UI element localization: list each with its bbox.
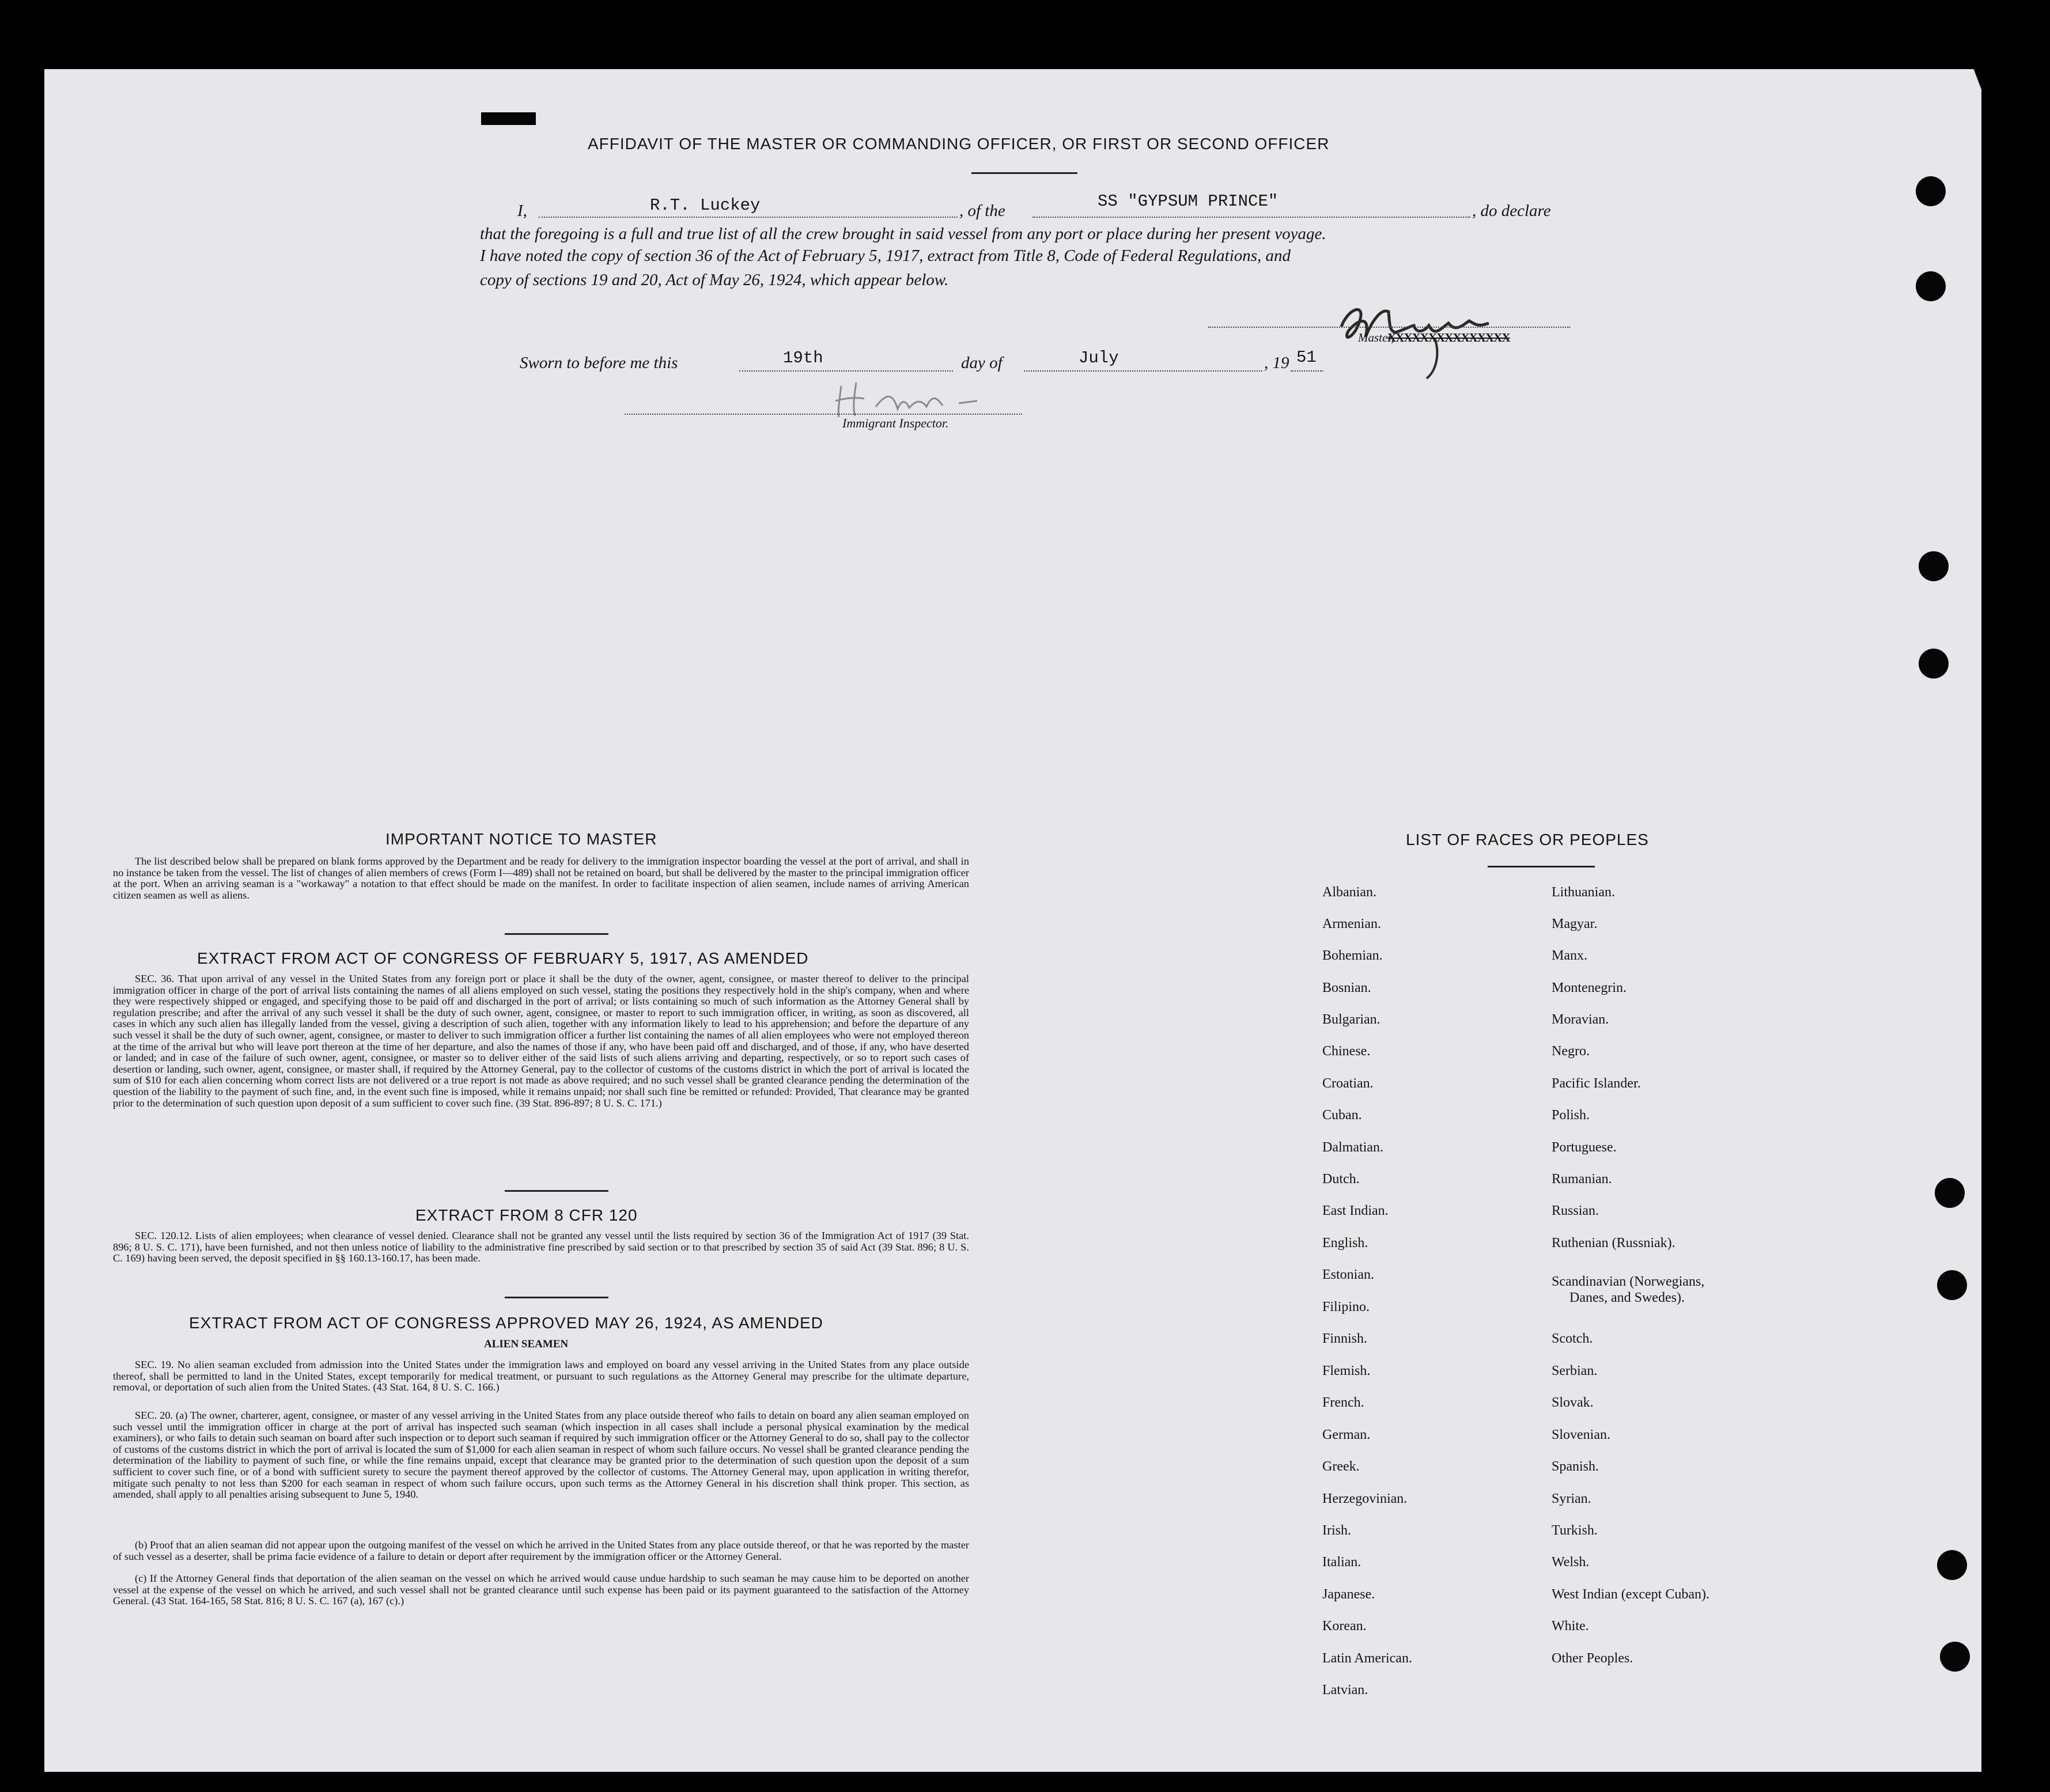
- race-right-item: Lithuanian.: [1552, 885, 1615, 900]
- race-left-item: East Indian.: [1322, 1203, 1389, 1218]
- extract-1924-title: EXTRACT FROM ACT OF CONGRESS APPROVED MAY 26, 1924, AS AMENDED: [189, 1314, 823, 1332]
- race-right-item: Pacific Islander.: [1552, 1076, 1641, 1091]
- races-divider: [1488, 866, 1595, 867]
- punch-hole-icon: [1916, 271, 1946, 301]
- race-left-item: Croatian.: [1322, 1076, 1374, 1091]
- cfr-text: SEC. 120.12. Lists of alien employees; when clearance of vessel denied. Clearance shall not be granted any vessel until the lists required by section 36 of the Immigration Act of 1917 (39 Stat. 896; 8 U. S. C. 171), have been furnished, and not then unless notice of liability to the administrative fine prescribed by said section or to that prescribed by section 35 of said Act (39 Stat. 896; 8 U. S. C. 169) having been served, the deposit specified in §§ 160.13-160.17, has been made.: [113, 1230, 969, 1264]
- notice-title: IMPORTANT NOTICE TO MASTER: [385, 830, 657, 848]
- race-right-item: Spanish.: [1552, 1459, 1599, 1474]
- race-left-item: Albanian.: [1322, 885, 1376, 900]
- torn-corner-mark: [481, 112, 536, 125]
- race-left-item: Chinese.: [1322, 1044, 1371, 1059]
- notice-text: The list described below shall be prepared on blank forms approved by the Department and be ready for delivery to the immigration inspector boarding the vessel at the port of arrival, and shall in no instance be taken from the vessel. The list of changes of alien members of crews (Form I—489) shall not be retained on board, but shall be delivered by the master to the principal immigration officer at the port. When an arriving seaman is a "workaway" a notation to that effect should be made on the manifest. In order to facilitate inspection of alien seamen, include names of arriving American citizen seamen as well as aliens.: [113, 855, 969, 901]
- race-left-item: Japanese.: [1322, 1587, 1375, 1602]
- race-left-item: Bohemian.: [1322, 948, 1383, 963]
- race-left-item: Herzegovinian.: [1322, 1491, 1408, 1506]
- race-left-item: Bosnian.: [1322, 980, 1371, 995]
- extract-1917-text: SEC. 36. That upon arrival of any vessel in the United States from any foreign port or place it shall be the duty of the owner, agent, consignee, or master thereof to deliver to the principal immigration officer in charge of the port of arrival lists containing the names of all aliens employed on such vessel, stating the positions they respectively hold in the ship's company, when and where they were respectively shipped or engaged, and specifying those to be paid off and discharged in the port of arrival; or lists containing so much of such information as the Attorney General shall by regulation prescribe; and after the arrival of any such vessel it shall be the duty of such owner, agent, consignee, or master to report to such immigration officer, in writing, as soon as discovered, all cases in which any such alien has illegally landed from the vessel, giving a description of such alien, together with any information likely to lead to his apprehension; and before the departure of any such vessel it shall be the duty of such owner, agent, consignee, or master to deliver to such immigration officer a further list containing the names of all alien employees who were not employed thereon at the time of the arrival but who will leave port thereon at the time of her departure, and also the names of those if any, who have been paid off and discharged, and of those, if any, who have deserted or landed; and in case of the failure of such owner, agent, consignee, or master so to deliver either of the said lists of such aliens arriving and departing, respectively, or so to report such cases of desertion or landing, such owner, agent, consignee, or master shall, if required by the Attorney General, pay to the collector of customs of the customs district in which the port of arrival is located the sum of $10 for each alien concerning whom correct lists are not delivered or a true report is not made as above required; and no such vessel shall be granted clearance pending the determination of the question of the liability to the payment of such fine, and, in the event such fine is imposed, while it remains unpaid; nor shall such fine be remitted or refunded: Provided, That clearance may be granted prior to the determination of such question upon deposit of a sum sufficient to cover such fine. (39 Stat. 896-897; 8 U. S. C. 171.): [113, 973, 969, 1109]
- punch-hole-icon: [1919, 649, 1949, 679]
- race-right-item: Slovenian.: [1552, 1427, 1610, 1442]
- race-right-item: White.: [1552, 1619, 1589, 1634]
- i-label: I,: [517, 202, 527, 220]
- master-name-line: [539, 217, 958, 218]
- master-caption: Master,: [1358, 331, 1394, 344]
- extract-1917-title: EXTRACT FROM ACT OF CONGRESS OF FEBRUARY 5, 1917, AS AMENDED: [197, 949, 809, 967]
- race-right-item: Polish.: [1552, 1108, 1590, 1123]
- master-signature-line: [1208, 327, 1570, 328]
- race-left-item: Italian.: [1322, 1555, 1361, 1570]
- punch-hole-icon: [1916, 176, 1946, 206]
- alien-seamen-subtitle: ALIEN SEAMEN: [484, 1338, 569, 1350]
- punch-hole-icon: [1937, 1550, 1967, 1580]
- race-right-item: Scotch.: [1552, 1331, 1593, 1346]
- race-right-item: Serbian.: [1552, 1363, 1598, 1378]
- sec20b-text: (b) Proof that an alien seaman did not appear upon the outgoing manifest of the vessel on which he arrived in the United States from any place outside thereof, or that he was reported by the master of such vessel as a deserter, shall be prima facie evidence of a failure to detain or deport after requirement by the immigration officer or the Attorney General.: [113, 1539, 969, 1562]
- race-left-item: Estonian.: [1322, 1267, 1374, 1282]
- notice-divider: [505, 933, 608, 935]
- race-right-item: Montenegrin.: [1552, 980, 1627, 995]
- race-left-item: Dutch.: [1322, 1172, 1360, 1187]
- race-right-item: Russian.: [1552, 1203, 1599, 1218]
- cfr-title: EXTRACT FROM 8 CFR 120: [415, 1206, 638, 1224]
- punch-hole-icon: [1937, 1270, 1967, 1300]
- race-right-item: Rumanian.: [1552, 1172, 1612, 1187]
- declaration-line-3: I have noted the copy of section 36 of the Act of February 5, 1917, extract from Title 8, Code of Federal Regulations, and: [480, 247, 1291, 265]
- vessel-name-value: SS "GYPSUM PRINCE": [1098, 192, 1279, 211]
- race-left-item: German.: [1322, 1427, 1371, 1442]
- cfr-divider: [505, 1297, 608, 1298]
- race-left-item: Flemish.: [1322, 1363, 1371, 1378]
- title-divider: [971, 172, 1077, 174]
- sec20a-text: SEC. 20. (a) The owner, charterer, agent, consignee, or master of any vessel arriving in the United States from any place outside thereof who fails to detain on board any alien seaman employed on such vessel until the immigration officer in charge at the port of arrival has inspected such seaman (which inspection in all cases shall include a personal physical examination by the medical examiners), or who fails to detain such seaman on board after such inspection or to deport such seaman if required by such immigration officer or the Attorney General to do so, shall pay to the collector of customs of the customs district in which the port of arrival is located the sum of $1,000 for each alien seaman in respect of whom such failure occurs. No vessel shall be granted clearance pending the determination of the liability to payment of such fine, or while the fine remains unpaid, except that clearance may be granted prior to the determination of such question upon the deposit of a sum sufficient to cover such fine, or of a bond with sufficient surety to secure the payment thereof approved by the collector of customs. The Attorney General may, upon application in writing therefor, mitigate such penalty to not less than $200 for each seaman in respect of whom such failure occurs, upon such terms as the Attorney General in his discretion shall think proper. This section, as amended, shall apply to all penalties arising subsequent to June 5, 1940.: [113, 1410, 969, 1501]
- race-left-item: French.: [1322, 1395, 1364, 1410]
- sworn-label: Sworn to before me this: [520, 354, 678, 372]
- race-left-item: Armenian.: [1322, 916, 1381, 931]
- race-left-item: Irish.: [1322, 1523, 1351, 1538]
- inspector-caption: Immigrant Inspector.: [842, 416, 949, 430]
- struck-officer-titles: XXXXXXXXXXXXXXX: [1387, 331, 1510, 344]
- declaration-line-4: copy of sections 19 and 20, Act of May 26, 1924, which appear below.: [480, 271, 949, 289]
- sec19-text: SEC. 19. No alien seaman excluded from admission into the United States under the immigration laws and employed on board any vessel arriving in the United States from any place outside thereof, shall be permitted to land in the United States, except temporarily for medical treatment, or pursuant to such regulations as the Attorney General may prescribe for the ultimate departure, removal, or deportation of such alien from the United States. (43 Stat. 164, 8 U. S. C. 166.): [113, 1359, 969, 1393]
- sworn-day-value: 19th: [783, 348, 823, 368]
- race-left-item: Korean.: [1322, 1619, 1367, 1634]
- punch-hole-icon: [1940, 1642, 1970, 1672]
- race-right-item: Manx.: [1552, 948, 1587, 963]
- race-right-item: Moravian.: [1552, 1012, 1609, 1027]
- sworn-year-line: [1291, 370, 1323, 372]
- race-left-item: Latin American.: [1322, 1651, 1412, 1666]
- affidavit-title: AFFIDAVIT OF THE MASTER OR COMMANDING OFFICER, OR FIRST OR SECOND OFFICER: [588, 135, 1330, 153]
- do-declare-label: , do declare: [1472, 202, 1551, 220]
- punch-hole-icon: [1935, 1178, 1965, 1208]
- sworn-month-value: July: [1079, 348, 1119, 368]
- races-title: LIST OF RACES OR PEOPLES: [1406, 831, 1649, 848]
- inspector-signature-line: [625, 414, 1022, 415]
- declaration-line-2: that the foregoing is a full and true list of all the crew brought in said vessel from any port or place during her present voyage.: [480, 225, 1326, 243]
- race-right-item: Welsh.: [1552, 1555, 1590, 1570]
- race-right-item: West Indian (except Cuban).: [1552, 1587, 1709, 1602]
- master-name-value: R.T. Luckey: [650, 196, 761, 215]
- race-right-item: Danes, and Swedes).: [1569, 1290, 1685, 1305]
- race-right-item: Scandinavian (Norwegians,: [1552, 1274, 1705, 1289]
- vessel-name-line: [1032, 217, 1470, 218]
- race-left-item: Cuban.: [1322, 1108, 1362, 1123]
- sworn-day-line: [739, 370, 953, 372]
- race-left-item: English.: [1322, 1236, 1368, 1251]
- race-left-item: Finnish.: [1322, 1331, 1368, 1346]
- sec20c-text: (c) If the Attorney General finds that deportation of the alien seaman on the vessel on which he arrived would cause undue hardship to such seaman he may cause him to be deported on another vessel at the expense of the vessel on which he arrived, and such vessel shall not be granted clearance until such expense has been paid or its payment guaranteed to the satisfaction of the Attorney General. (43 Stat. 164-165, 58 Stat. 816; 8 U. S. C. 167 (a), 167 (c).): [113, 1573, 969, 1607]
- sworn-month-line: [1024, 370, 1262, 372]
- race-left-item: Latvian.: [1322, 1683, 1368, 1698]
- race-left-item: Dalmatian.: [1322, 1140, 1383, 1155]
- race-left-item: Filipino.: [1322, 1300, 1370, 1314]
- race-right-item: Ruthenian (Russniak).: [1552, 1236, 1675, 1251]
- sworn-year-value: 51: [1296, 348, 1317, 367]
- race-right-item: Other Peoples.: [1552, 1651, 1633, 1666]
- extract-1917-divider: [505, 1190, 608, 1192]
- race-right-item: Syrian.: [1552, 1491, 1591, 1506]
- punch-hole-icon: [1919, 551, 1949, 581]
- document-page: [44, 69, 1981, 1772]
- race-right-item: Turkish.: [1552, 1523, 1598, 1538]
- race-right-item: Negro.: [1552, 1044, 1590, 1059]
- race-left-item: Bulgarian.: [1322, 1012, 1380, 1027]
- race-right-item: Magyar.: [1552, 916, 1598, 931]
- of-the-label: , of the: [959, 202, 1005, 220]
- year-label: , 19: [1264, 354, 1289, 372]
- day-of-label: day of: [961, 354, 1003, 372]
- race-right-item: Portuguese.: [1552, 1140, 1617, 1155]
- race-right-item: Slovak.: [1552, 1395, 1594, 1410]
- race-left-item: Greek.: [1322, 1459, 1360, 1474]
